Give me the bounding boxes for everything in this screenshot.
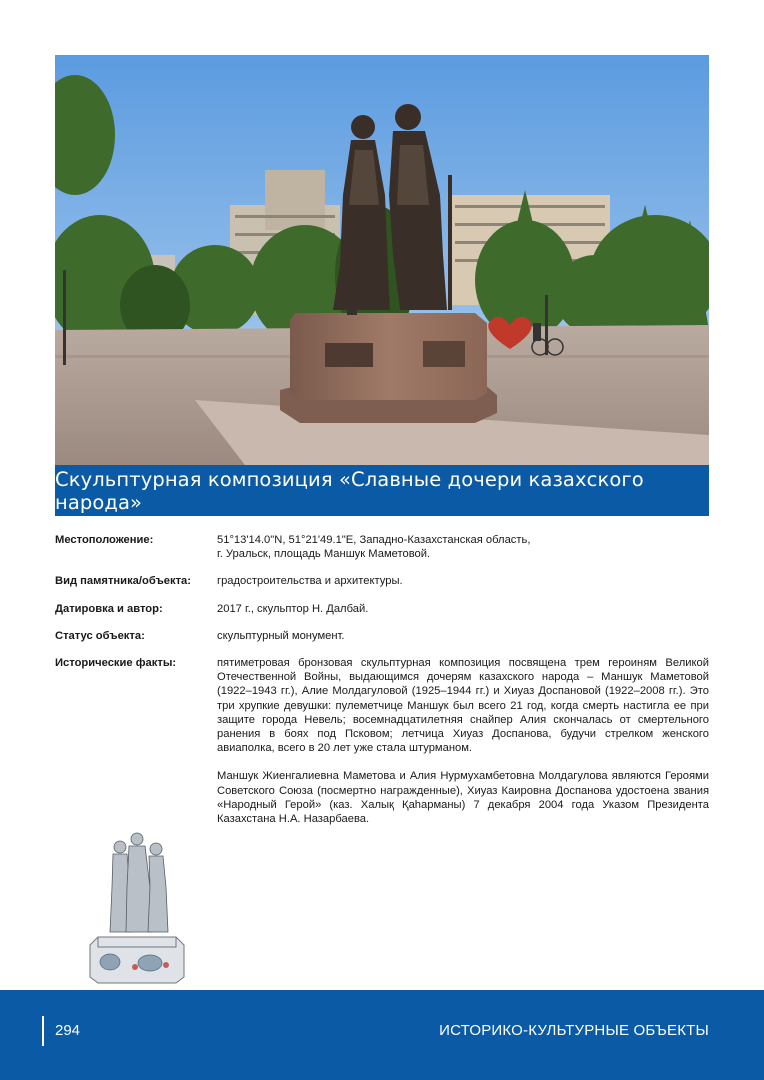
facts-paragraph-1: пятиметровая бронзовая скульптурная композиция посвящена трем героиням Великой Отечественной Войны, выдающимся дочерям казахского народа – Маншук Маметовой (1922–1943 гг.), Алие Молдагуловой (1925–1944 гг.) и Хиуаз Доспановой (1922–2008 гг.). Это три хрупкие девушки: пулеметчице Маншук был всего 21 год, когда смерть настигла ее при защите города Невель; восемнадцатилетняя снайпер Алия скончалась от смертельного ранения в боях под Псковом; летчица Хиуаз Доспанова, будучи стрелком женского авиаполка, всего в 20 лет уже стала штурманом. [217, 657, 709, 755]
location-value [217, 533, 709, 561]
type-label: Вид памятника/объекта: [55, 575, 191, 588]
info-table [55, 533, 709, 839]
type-value: градостроительства и архитектуры. [217, 575, 403, 588]
facts-row [55, 656, 709, 826]
facts-value [217, 656, 709, 826]
title-banner [55, 465, 709, 516]
dating-value: 2017 г., скульптор Н. Далбай. [217, 602, 369, 615]
location-label: Местоположение: [55, 534, 154, 546]
status-row [55, 629, 709, 643]
page-number: 294 [55, 1022, 81, 1039]
monument-sketch-icon [80, 827, 192, 987]
type-row [55, 574, 709, 588]
section-title: ИСТОРИКО-КУЛЬТУРНЫЕ ОБЪЕКТЫ [439, 1022, 709, 1039]
footer-divider [42, 1016, 44, 1046]
status-value: скульптурный монумент. [217, 629, 345, 642]
facts-label: Исторические факты: [55, 657, 177, 670]
location-row [55, 533, 709, 561]
location-line-1: 51°13'14.0"N, 51°21'49.1"E, Западно-Казахстанская область, [217, 534, 531, 546]
dating-row [55, 602, 709, 616]
facts-paragraph-2: Маншук Жиенгалиевна Маметова и Алия Нурмухамбетовна Молдагулова являются Героями Советского Союза (посмертно награжденные), Хиуаз Каировна Доспанова удостоена звания «Народный Герой» (каз. Халық Қаһарманы) 7 декабря 2004 года Указом Президента Казахстана Н.А. Назарбаева. [217, 770, 709, 826]
page-title: Скульптурная композиция «Славные дочери казахского народа» [55, 467, 644, 514]
page-footer [0, 990, 764, 1080]
location-line-2: г. Уральск, площадь Маншук Маметовой. [217, 548, 431, 561]
monument-photo [55, 55, 709, 465]
status-label: Статус объекта: [55, 629, 145, 642]
dating-label: Датировка и автор: [55, 602, 163, 615]
